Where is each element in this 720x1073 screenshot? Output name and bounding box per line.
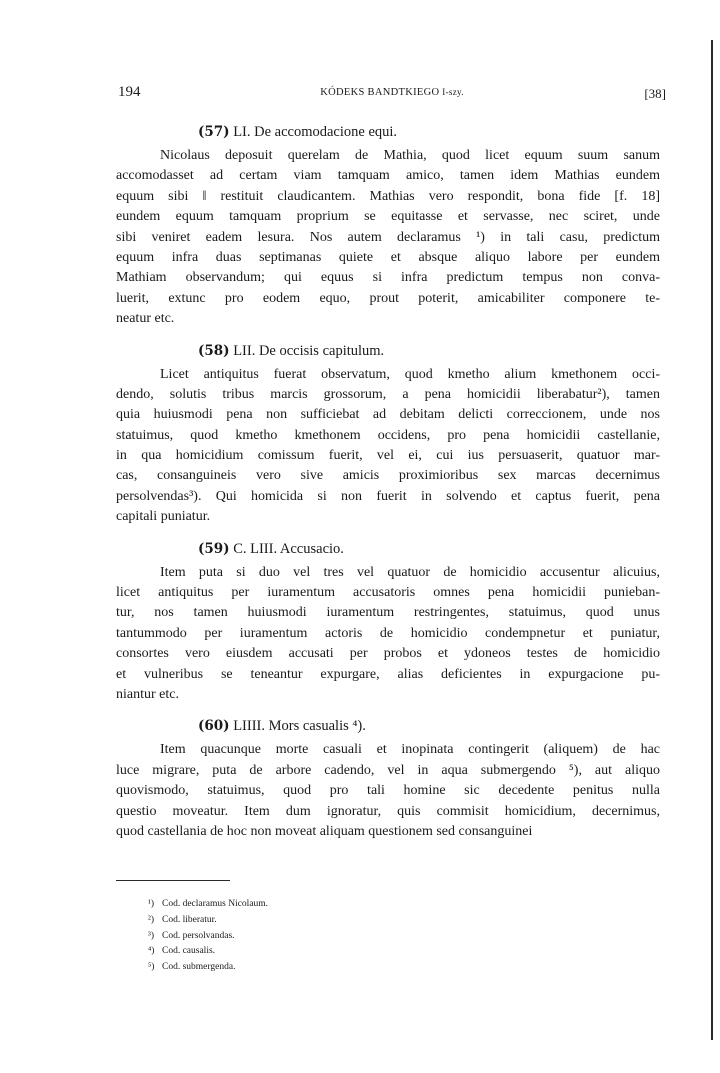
footnote-text: Cod. liberatur. <box>162 914 217 925</box>
footnote-mark: ¹) <box>148 899 155 909</box>
text-line: Mathiam observandum; qui equus si infra predictum tempus non conva- <box>116 270 660 286</box>
section-heading <box>116 339 660 363</box>
footnote <box>148 913 268 929</box>
footnote <box>148 929 268 945</box>
footnote-mark: ⁴) <box>148 946 155 957</box>
section-gap <box>116 528 660 537</box>
footnote-text: Cod. declaramus Nicolaum. <box>162 899 269 909</box>
section-title: LIIII. Mors casualis ⁴). <box>233 718 366 735</box>
text-line: tantummodo per iuramentum actoris de homicidio condempnetur et puniatur, <box>116 625 660 641</box>
page-number: 194 <box>118 84 141 100</box>
section-number: (60) <box>198 718 230 735</box>
folio-number: [38] <box>644 86 666 101</box>
section-number: (59) <box>198 540 230 557</box>
text-line: luce migrare, puta de arbore cadendo, vel in aqua submergendo ⁵), aut aliquo <box>116 762 660 778</box>
text-line: sibi veniret eadem lesura. Nos autem declaramus ¹) in tali casu, predictum <box>116 229 660 245</box>
text-line: eundem equum tamquam proprium se equitasse et servasse, nec sciret, unde <box>116 209 660 225</box>
text-line: Item quacunque morte casuali et inopinata contingerit (aliquem) de hac <box>160 742 660 758</box>
text-line: quovismodo, statuimus, quod pro tali homine sic decedente penitus nulla <box>116 783 660 799</box>
text-line: cas, consanguineis vero sive amicis proximioribus sex marcas decernimus <box>116 468 660 484</box>
footnote-text: Cod. persolvandas. <box>162 930 235 941</box>
page-edge-line <box>711 40 713 1040</box>
text-line: dendo, solutis tribus marcis grossorum, a pena homicidii liberabatur²), tamen <box>116 386 660 402</box>
text-line: neatur etc. <box>116 311 175 327</box>
footnote-mark: ³) <box>148 930 155 941</box>
text-line: tur, nos tamen huiusmodi iuramentum restringentes, statuimus, quod unus <box>116 605 660 621</box>
text-line: quia huiusmodi pena non sufficiebat ad debitam delicti correccionem, unde nos <box>116 407 660 423</box>
text-line: equum infra duas septimanas quiete et absque aliquo labore per eundem <box>116 249 660 265</box>
text-line: persolvendas³). Qui homicida si non fuerit in solvendo et captus fuerit, pena <box>116 488 660 504</box>
running-title <box>118 87 666 98</box>
section-heading <box>116 714 660 738</box>
text-line: niantur etc. <box>116 686 179 702</box>
footnote-text: Cod. causalis. <box>162 946 216 957</box>
section-title: LII. De occisis capitulum. <box>233 342 385 359</box>
text-line: statuimus, quod kmetho kmethonem occidens, pro pena homicidii castellanie, <box>116 427 660 443</box>
text-line: et vulneribus se teneantur expurgare, alias deficientes in expurgacione pu- <box>116 666 660 682</box>
footnotes <box>148 897 268 976</box>
section-title: C. LIII. Accusacio. <box>233 540 344 557</box>
section-number: (58) <box>198 342 230 359</box>
section-heading <box>116 120 660 144</box>
footnote-text: Cod. submergenda. <box>162 962 236 973</box>
text-line: licet antiquitus per iuramentum accusatoris omnes pena homicidii punieban- <box>116 585 660 601</box>
section-number: (57) <box>198 124 230 140</box>
footnote-mark: ²) <box>148 914 155 925</box>
footnote-mark: ⁵) <box>148 962 155 973</box>
text-line: capitali puniatur. <box>116 509 211 525</box>
section-heading <box>116 537 660 561</box>
page-header <box>118 84 666 104</box>
footnote <box>148 960 268 976</box>
text-line: Licet antiquitus fuerat observatum, quod kmetho alium kmethonem occi- <box>160 366 660 382</box>
text-line: luerit, extunc pro eodem equo, prout poterit, amicabiliter componere te- <box>116 290 660 306</box>
running-title-suffix: I-szy. <box>442 87 464 97</box>
text-line: accomodasset ad certam viam tamquam amico, tamen idem Mathias eundem <box>116 168 660 184</box>
section-gap <box>116 330 660 339</box>
section-title: LI. De accomodacione equi. <box>233 124 398 140</box>
text-line: quod castellania de hoc non moveat aliquam questionem sed consanguinei <box>116 823 533 839</box>
text-line: equum sibi ‖ restituit claudicantem. Mathias vero respondit, bona fide [f. 18] <box>116 188 660 204</box>
running-title-main: KÓDEKS BANDTKIEGO <box>320 87 440 98</box>
footnote <box>148 897 268 913</box>
footnote-separator <box>116 880 230 881</box>
main-text <box>116 120 660 842</box>
section-gap <box>116 705 660 714</box>
text-line: Item puta si duo vel tres vel quatuor de homicidio accusentur alicuius, <box>160 564 660 580</box>
text-line: consortes vero eiusdem accusati per probos et ydoneos testes de homicidio <box>116 646 660 662</box>
text-line: in qua homicidium comissum fuerit, vel ei, cui ius persuaserit, quatuor mar- <box>116 448 660 464</box>
footnote <box>148 944 268 960</box>
text-line: questio moveatur. Item dum ignoratur, quis commisit homicidium, decernimus, <box>116 803 660 819</box>
text-line: Nicolaus deposuit querelam de Mathia, quod licet equum suum sanum <box>160 148 660 163</box>
